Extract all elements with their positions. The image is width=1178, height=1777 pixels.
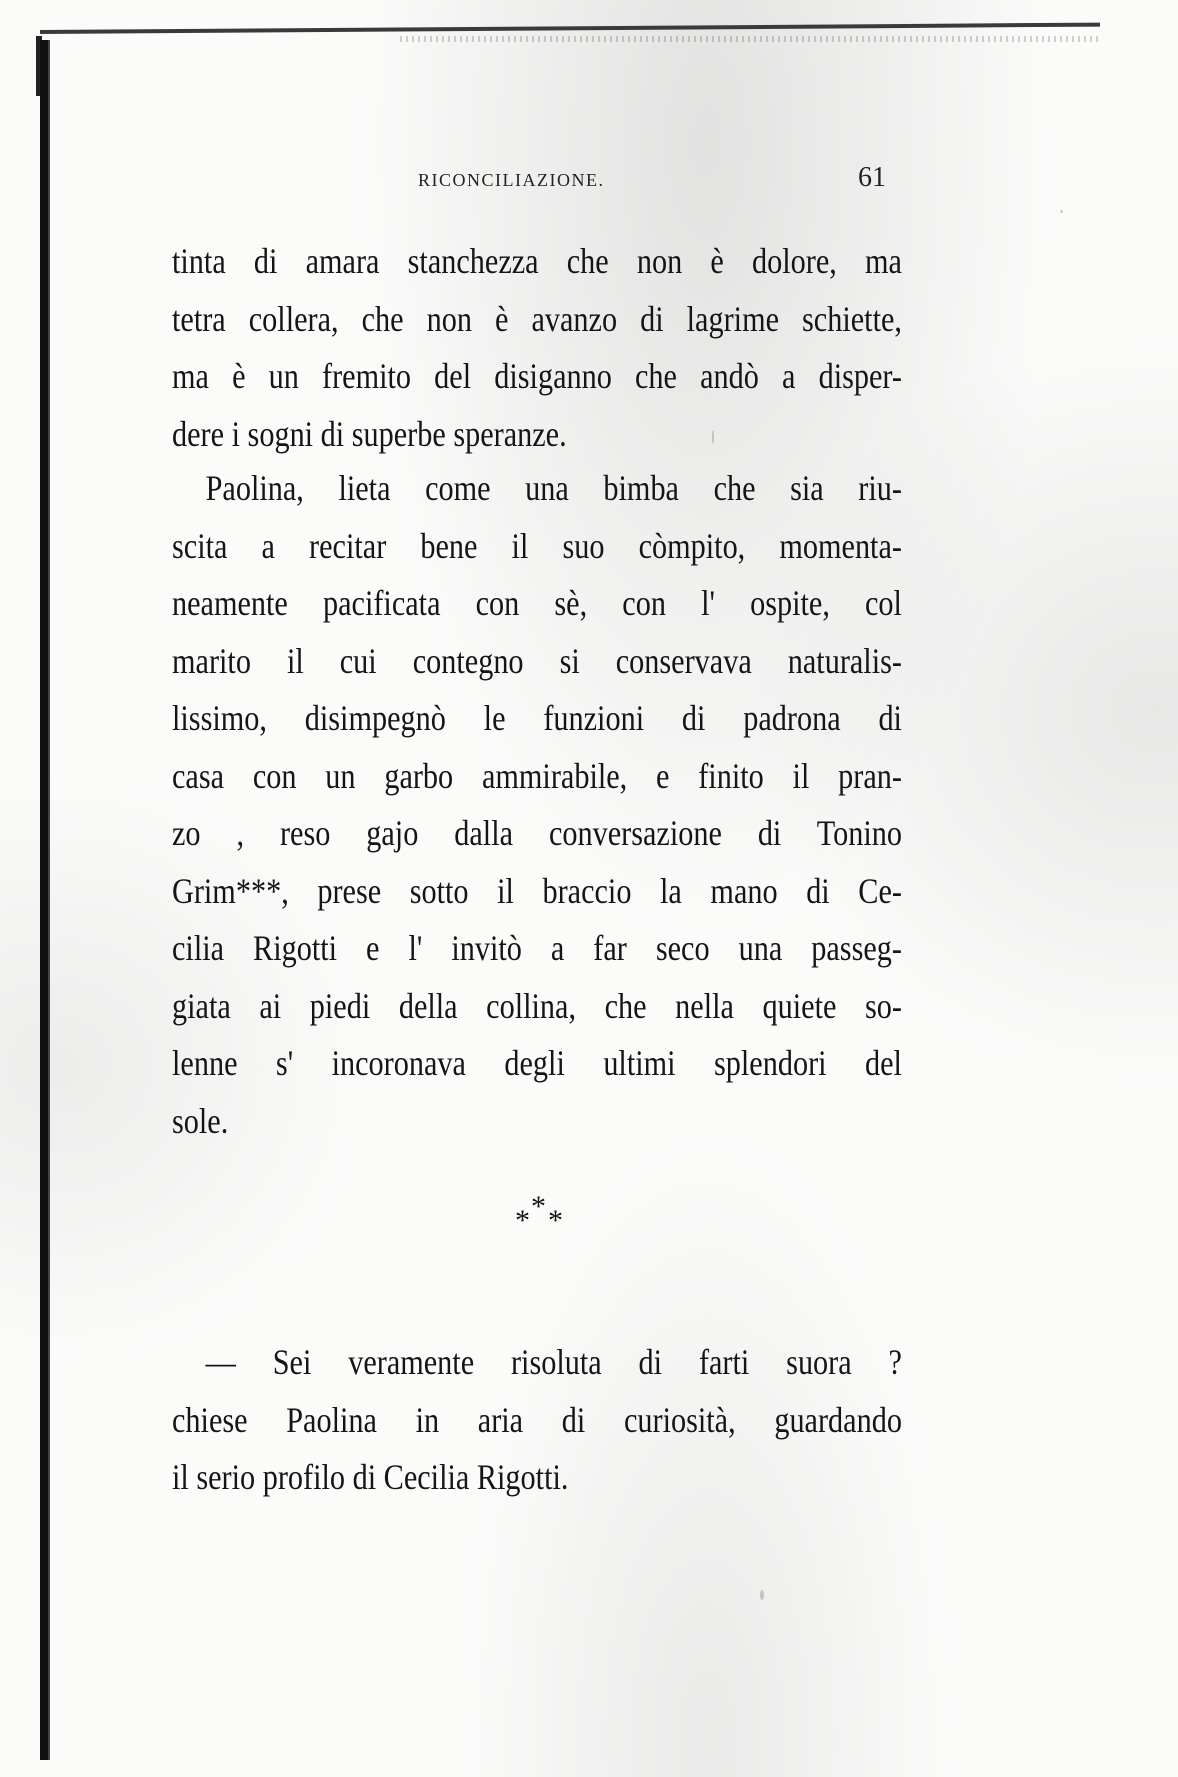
text-line: marito il cui contegno si conservava naturalis- bbox=[172, 640, 902, 681]
text-line: ma è un fremito del disiganno che andò a disper- bbox=[172, 356, 902, 396]
running-title: RICONCILIAZIONE. bbox=[418, 170, 605, 190]
text-line: il serio profilo di Cecilia Rigotti. bbox=[172, 1457, 569, 1497]
text-line: sole. bbox=[172, 1100, 229, 1141]
text-line: tetra collera, che non è avanzo di lagrime schiette, bbox=[172, 298, 902, 339]
text-line: chiese Paolina in aria di curiosità, guardando bbox=[172, 1399, 902, 1440]
text-line: lenne s' incoronava degli ultimi splendori del bbox=[172, 1043, 902, 1083]
text-line: dere i sogni di superbe speranze. bbox=[172, 413, 567, 454]
ink-speck bbox=[760, 1590, 764, 1600]
paragraph-continuation bbox=[172, 233, 902, 463]
scan-speckle bbox=[400, 36, 1100, 42]
page-top-edge bbox=[40, 23, 1100, 34]
text-line: tinta di amara stanchezza che non è dolore, ma bbox=[172, 241, 902, 281]
binding-spine bbox=[40, 40, 52, 1760]
text-line: neamente pacificata con sè, con l' ospite, col bbox=[172, 583, 902, 623]
asterism-star: * bbox=[515, 1204, 530, 1237]
text-line: scita a recitar bene il suo còmpito, momenta- bbox=[172, 525, 902, 566]
paragraph-dialogue bbox=[172, 1334, 902, 1507]
ink-speck bbox=[712, 430, 714, 444]
asterism-star: * bbox=[531, 1190, 546, 1223]
section-break-asterism bbox=[510, 1190, 570, 1250]
text-line: lissimo, disimpegnò le funzioni di padrona di bbox=[172, 698, 902, 738]
text-line: Grim***, prese sotto il braccio la mano di Ce- bbox=[172, 870, 902, 911]
text-line: zo , reso gajo dalla conversazione di Tonino bbox=[172, 813, 902, 853]
ink-speck bbox=[1060, 210, 1063, 213]
asterism-star: * bbox=[548, 1204, 563, 1237]
page-number: 61 bbox=[858, 162, 886, 193]
text-line: giata ai piedi della collina, che nella quiete so- bbox=[172, 985, 902, 1026]
text-line: — Sei veramente risoluta di farti suora ? bbox=[205, 1342, 902, 1382]
paragraph-paolina bbox=[172, 460, 902, 1150]
text-line: casa con un garbo ammirabile, e finito il pran- bbox=[172, 755, 902, 796]
text-line: Paolina, lieta come una bimba che sia riu- bbox=[205, 468, 902, 508]
text-line: cilia Rigotti e l' invitò a far seco una passeg- bbox=[172, 928, 902, 968]
